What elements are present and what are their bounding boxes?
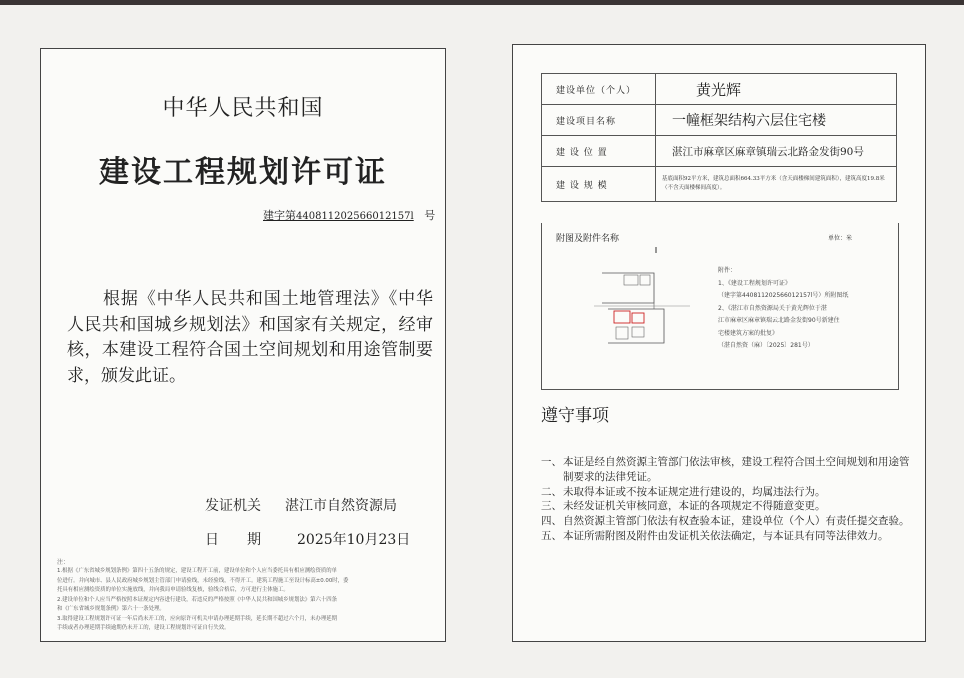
row-label: 建设项目名称 <box>542 105 656 136</box>
attachments-section <box>541 223 899 390</box>
permit-number: 440811202566012157l <box>296 211 414 222</box>
attachment-line: 2、《湛江市自然资源局关于黄光辉位于湛 <box>718 304 827 312</box>
date-label: 日期 <box>205 532 289 548</box>
row-value: 一幢框架结构六层住宅楼 <box>656 105 897 136</box>
note-line: 1.根据《广东省城乡规划条例》第四十五条的规定，建设工程开工前，建设单位和个人应当委托具有相应测绘资质的单 <box>57 568 338 574</box>
table-row <box>542 136 897 167</box>
compliance-item <box>541 485 911 500</box>
attachments-label: 附图及附件名称 <box>556 234 620 244</box>
permit-number-line <box>263 207 435 223</box>
permit-prefix: 建字第 <box>263 209 296 222</box>
note-line: 2.建设单位和个人应当严格按照本证规定内容进行建设，若违反的严格按照《中华人民共和国城乡规划法》第六十四条 <box>57 596 338 603</box>
table-row <box>542 105 897 136</box>
compliance-title: 遵守事项 <box>541 406 609 426</box>
site-plan-drawing <box>594 243 714 353</box>
item-number: 一、 <box>541 456 562 468</box>
compliance-item <box>541 529 911 544</box>
attachment-line: 江市麻章区麻章镇瑞云北路金发街90号新建住 <box>718 317 840 324</box>
row-value: 湛江市麻章区麻章镇瑞云北路金发街90号 <box>656 136 897 167</box>
attachment-line: 附件： <box>718 267 737 274</box>
notes-title: 注： <box>57 559 70 566</box>
item-number: 五、 <box>541 529 562 542</box>
scale-label: 单位：米 <box>828 235 853 242</box>
table-row <box>542 167 897 202</box>
item-text: 本证是经自然资源主管部门依法审核，建设工程符合国土空间规划和用途管制要求的法律凭证。 <box>563 456 910 483</box>
item-number: 二、 <box>541 485 562 498</box>
attachment-line: （湛自然资（麻）〔2025〕281号） <box>718 342 814 349</box>
attachment-line: 宅楼建筑方案的批复》 <box>718 329 779 337</box>
row-label: 建 设 位 置 <box>542 136 656 167</box>
compliance-list <box>541 455 911 544</box>
scan-top-edge <box>0 0 964 5</box>
attachment-line: 1、《建设工程规划许可证》 <box>718 279 791 287</box>
compliance-item <box>541 514 911 529</box>
permit-right-page <box>512 44 926 642</box>
permit-title: 建设工程规划许可证 <box>99 155 387 190</box>
issuer-label: 发证机关 <box>205 498 261 514</box>
note-line: 和《广东省城乡规划条例》第六十一条处理。 <box>57 606 165 612</box>
item-text: 自然资源主管部门依法有权查验本证，建设单位（个人）有责任提交查验。 <box>563 515 910 528</box>
note-line: 位进行。并向城市、县人民政府城乡规划主管部门申请验线，未经验线，不得开工。建筑工程施工至设计标高±0.00时，委 <box>57 577 349 584</box>
legal-basis-text: 根据《中华人民共和国土地管理法》《中华人民共和国城乡规划法》和国家有关规定，经审核，本建设工程符合国土空间规划和用途管制要求，颁发此证。 <box>67 289 433 386</box>
note-line: 托具有相应测绘资质的单位实施放线，并向我局申请验线复核，验线合格后，方可进行主体施工。 <box>57 587 289 593</box>
country-heading: 中华人民共和国 <box>162 96 324 121</box>
project-info-table <box>541 73 897 202</box>
item-number: 三、 <box>541 500 562 513</box>
compliance-item <box>541 499 911 514</box>
permit-left-page <box>40 48 446 642</box>
issuer-value: 湛江市自然资源局 <box>285 498 397 514</box>
date-value: 2025年10月23日 <box>297 532 411 548</box>
item-text: 未取得本证或不按本证规定进行建设的，均属违法行为。 <box>563 485 826 498</box>
table-row <box>542 74 897 105</box>
attachments-list <box>718 265 888 353</box>
compliance-item <box>541 455 911 485</box>
attachment-line: （建字第440811202566012157l号）所附图纸 <box>718 292 849 299</box>
note-line: 3.取得建设工程规划许可证一年后尚未开工的，应向原许可机关申请办理延期手续，延长期不超过六个月，未办理延期 <box>57 615 338 622</box>
note-line: 手续或者办理延期手续逾期仍未开工的，建设工程规划许可证自行失效。 <box>57 625 230 631</box>
row-value: 基底面积92平方米，建筑总面积664.33平方米（含天面楼梯间建筑面积），建筑高度19.8米（不含天面楼梯间高度）。 <box>656 167 897 202</box>
item-number: 四、 <box>541 515 562 528</box>
permit-suffix: 号 <box>424 209 436 222</box>
row-label: 建 设 规 模 <box>542 167 656 202</box>
row-label: 建设单位（个人） <box>542 74 656 105</box>
item-text: 本证所需附图及附件由发证机关依法确定，与本证具有同等法律效力。 <box>563 529 889 542</box>
row-value: 黄光辉 <box>656 74 897 105</box>
notes-list <box>57 567 431 634</box>
item-text: 未经发证机关审核同意，本证的各项规定不得随意变更。 <box>563 500 826 513</box>
